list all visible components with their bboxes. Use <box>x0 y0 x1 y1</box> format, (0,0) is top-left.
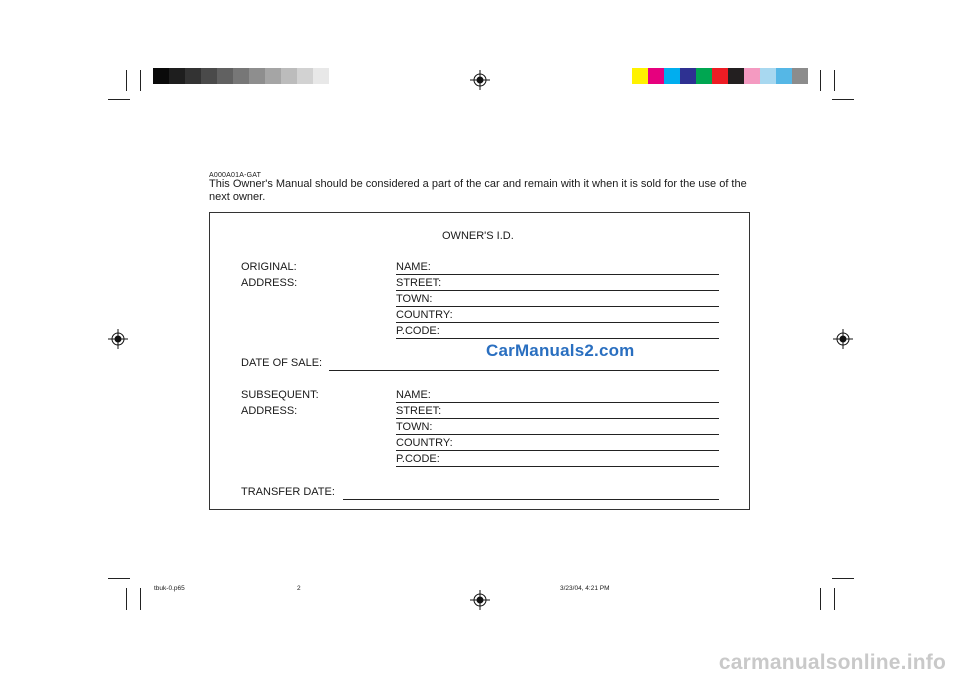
gray-swatch <box>297 68 313 84</box>
intro-paragraph: This Owner's Manual should be considered a part of the car and remain with it when it is sold for the use of the next owner. <box>209 178 747 203</box>
country-field[interactable] <box>396 322 719 323</box>
name-field[interactable] <box>396 274 719 275</box>
subsequent-name-field[interactable] <box>396 402 719 403</box>
footer-page-number: 2 <box>297 585 301 592</box>
registration-mark-icon <box>108 329 128 349</box>
section-code: A000A01A-GAT <box>209 172 262 179</box>
date-of-sale-label: DATE OF SALE: <box>241 357 323 369</box>
gray-swatch <box>169 68 185 84</box>
form-title: OWNER'S I.D. <box>442 230 514 242</box>
gray-swatch <box>249 68 265 84</box>
country-label: COUNTRY: <box>396 309 453 321</box>
color-swatch <box>744 68 760 84</box>
color-swatch <box>680 68 696 84</box>
street-field[interactable] <box>396 290 719 291</box>
gray-swatch <box>313 68 329 84</box>
subsequent-name-label: NAME: <box>396 389 431 401</box>
gray-swatch <box>201 68 217 84</box>
subsequent-pcode-label: P.CODE: <box>396 453 440 465</box>
original-label: ORIGINAL: <box>241 261 297 273</box>
owners-id-form <box>209 212 750 510</box>
color-swatch <box>696 68 712 84</box>
color-swatch <box>760 68 776 84</box>
subsequent-address-label: ADDRESS: <box>241 405 298 417</box>
site-watermark: carmanualsonline.info <box>718 651 946 674</box>
subsequent-street-label: STREET: <box>396 405 442 417</box>
color-swatch <box>664 68 680 84</box>
color-swatch <box>776 68 792 84</box>
registration-mark-icon <box>833 329 853 349</box>
subsequent-pcode-field[interactable] <box>396 466 719 467</box>
transfer-date-label: TRANSFER DATE: <box>241 486 335 498</box>
color-swatch <box>792 68 808 84</box>
address-label: ADDRESS: <box>241 277 298 289</box>
town-field[interactable] <box>396 306 719 307</box>
gray-swatch <box>153 68 169 84</box>
subsequent-country-field[interactable] <box>396 450 719 451</box>
gray-swatch <box>217 68 233 84</box>
gray-swatch <box>185 68 201 84</box>
subsequent-street-field[interactable] <box>396 418 719 419</box>
pcode-label: P.CODE: <box>396 325 440 337</box>
registration-mark-icon <box>470 590 490 610</box>
color-swatch <box>632 68 648 84</box>
pcode-field[interactable] <box>396 338 719 339</box>
color-swatch <box>648 68 664 84</box>
subsequent-label: SUBSEQUENT: <box>241 389 319 401</box>
subsequent-town-field[interactable] <box>396 434 719 435</box>
transfer-date-field[interactable] <box>343 499 719 500</box>
date-of-sale-field[interactable] <box>329 370 719 371</box>
gray-swatch <box>265 68 281 84</box>
town-label: TOWN: <box>396 293 433 305</box>
street-label: STREET: <box>396 277 442 289</box>
subsequent-town-label: TOWN: <box>396 421 433 433</box>
footer-timestamp: 3/23/04, 4:21 PM <box>560 585 610 592</box>
color-swatch <box>728 68 744 84</box>
carmanuals-watermark: CarManuals2.com <box>486 341 635 360</box>
registration-mark-icon <box>470 70 490 90</box>
subsequent-country-label: COUNTRY: <box>396 437 453 449</box>
footer-filename: tbuk-0.p65 <box>154 585 185 592</box>
color-swatch <box>712 68 728 84</box>
gray-swatch <box>281 68 297 84</box>
name-label: NAME: <box>396 261 431 273</box>
gray-swatch <box>233 68 249 84</box>
